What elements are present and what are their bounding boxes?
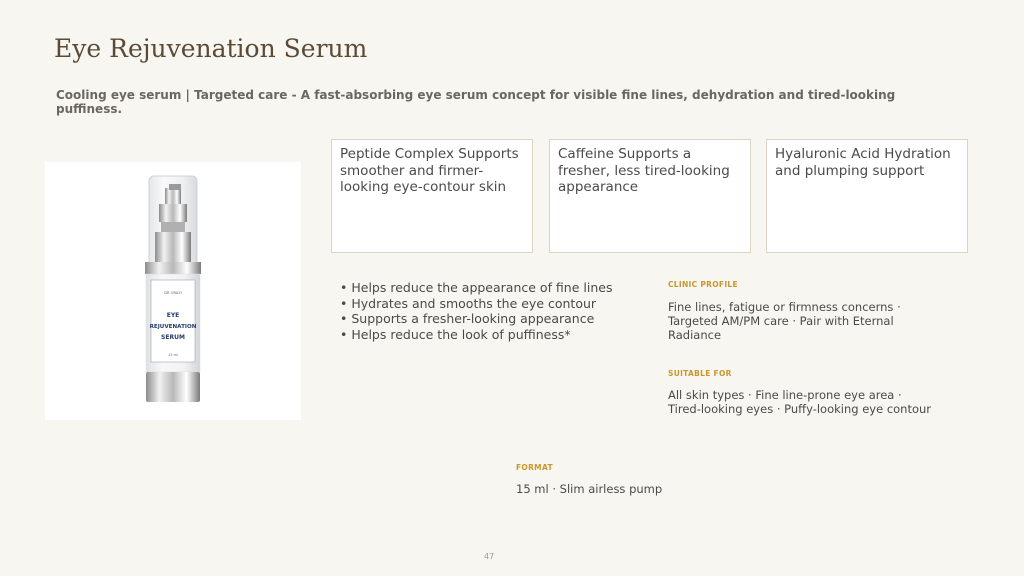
suitable-for-text: All skin types · Fine line-prone eye area · Tired-looking eyes · Puffy-looking eye contour	[668, 388, 932, 416]
suitable-for-label: SUITABLE FOR	[668, 369, 732, 378]
page-title: Eye Rejuvenation Serum	[54, 34, 368, 63]
benefits-list	[340, 280, 640, 342]
serum-bottle-illustration	[45, 162, 301, 420]
benefit-item: • Helps reduce the appearance of fine lines	[340, 280, 640, 296]
feature-card-peptide: Peptide Complex Supports smoother and firmer-looking eye-contour skin	[331, 139, 533, 253]
bottle-name-line1: EYE	[166, 312, 180, 319]
feature-card-hyaluronic: Hyaluronic Acid Hydration and plumping support	[766, 139, 968, 253]
bottle-volume-text: 15 ml	[168, 353, 178, 357]
clinic-profile-label: CLINIC PROFILE	[668, 280, 738, 289]
benefit-item: • Helps reduce the look of puffiness*	[340, 327, 640, 343]
bottle-name-line2: REJUVENATION	[149, 324, 197, 330]
page-subtitle: Cooling eye serum | Targeted care - A fast-absorbing eye serum concept for visible fine lines, dehydration and tired-looking puffiness.	[56, 88, 896, 116]
bottle-name-line3: SERUM	[161, 334, 185, 341]
clinic-profile-text: Fine lines, fatigue or firmness concerns · Targeted AM/PM care · Pair with Eternal Radiance	[668, 300, 901, 342]
feature-card-caffeine: Caffeine Supports a fresher, less tired-looking appearance	[549, 139, 751, 253]
product-image	[45, 162, 301, 420]
benefit-item: • Hydrates and smooths the eye contour	[340, 296, 640, 312]
bottle-brand-text: DR ORAZI	[164, 291, 182, 295]
format-label: FORMAT	[516, 463, 553, 472]
page-number: 47	[484, 552, 495, 561]
benefit-item: • Supports a fresher-looking appearance	[340, 311, 640, 327]
format-text: 15 ml · Slim airless pump	[516, 482, 663, 496]
